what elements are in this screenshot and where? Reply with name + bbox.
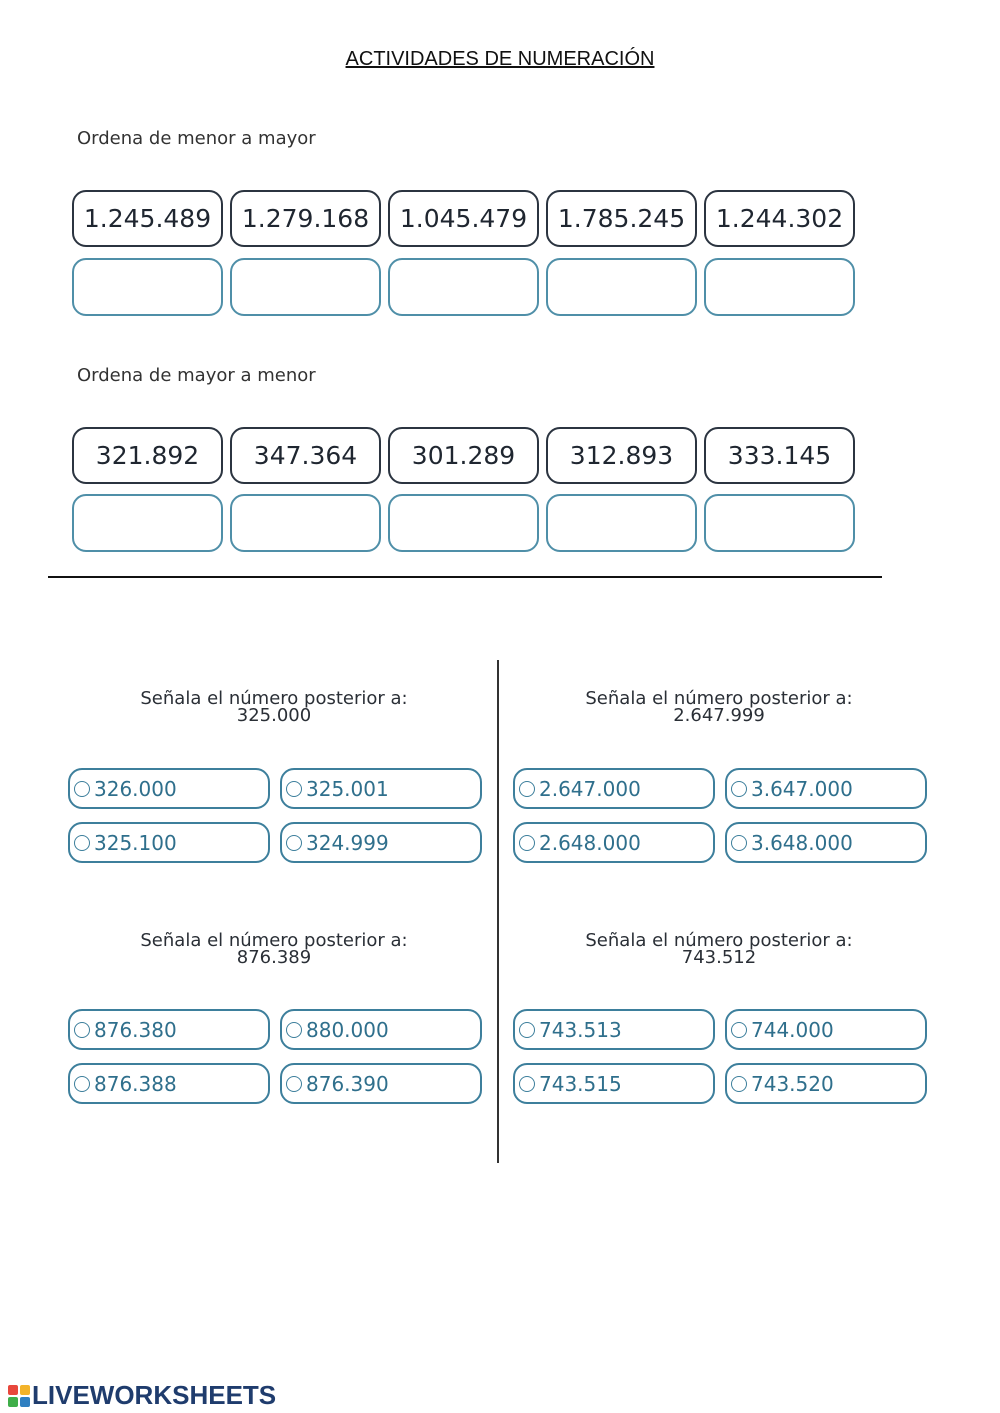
radio-circle-icon [731,1022,747,1038]
question-options [513,768,927,863]
section-divider [48,576,882,578]
option-label: 876.388 [94,1071,177,1096]
section2-number-row [72,427,855,484]
section2-answer-box[interactable] [388,494,539,552]
question-prompt [54,690,494,724]
section2-number: 333.145 [704,427,855,484]
question-number: 325.000 [236,705,312,726]
section1-answer-box[interactable] [704,258,855,316]
logo-block [20,1397,30,1407]
logo-block [20,1385,30,1395]
page-title: ACTIVIDADES DE NUMERACIÓN [345,48,655,70]
question-prompt [499,690,939,724]
section2-answer-box[interactable] [230,494,381,552]
option-label: 3.648.000 [751,830,853,855]
option-label: 876.390 [306,1071,389,1096]
option-label: 743.520 [751,1071,834,1096]
option-button[interactable] [725,1063,927,1104]
option-button[interactable] [68,822,270,863]
option-button[interactable] [280,822,482,863]
liveworksheets-logo [8,1380,276,1411]
option-button[interactable] [513,1063,715,1104]
radio-circle-icon [519,1022,535,1038]
option-label: 743.513 [539,1017,622,1042]
section1-number: 1.045.479 [388,190,539,247]
column-divider [497,660,499,1163]
section1-number: 1.244.302 [704,190,855,247]
question-text: Señala el número posterior a: [585,688,853,709]
option-button[interactable] [68,1009,270,1050]
section1-number-row [72,190,855,247]
section2-answer-box[interactable] [546,494,697,552]
section1-answer-row [72,258,855,316]
radio-circle-icon [519,1076,535,1092]
radio-circle-icon [519,835,535,851]
question-options [68,1009,482,1104]
radio-circle-icon [731,835,747,851]
question-number: 876.389 [236,947,312,968]
option-label: 876.380 [94,1017,177,1042]
section1-heading: Ordena de menor a mayor [77,128,316,149]
option-button[interactable] [280,1063,482,1104]
option-button[interactable] [280,1009,482,1050]
option-label: 325.100 [94,830,177,855]
option-button[interactable] [725,1009,927,1050]
radio-circle-icon [74,781,90,797]
section1-number: 1.245.489 [72,190,223,247]
section1-answer-box[interactable] [546,258,697,316]
logo-block [8,1385,18,1395]
section1-number: 1.785.245 [546,190,697,247]
question-number: 743.512 [681,947,757,968]
option-label: 326.000 [94,776,177,801]
radio-circle-icon [286,1022,302,1038]
radio-circle-icon [286,835,302,851]
radio-circle-icon [74,835,90,851]
option-button[interactable] [513,822,715,863]
section2-number: 301.289 [388,427,539,484]
section2-number: 312.893 [546,427,697,484]
section1-number: 1.279.168 [230,190,381,247]
option-button[interactable] [68,768,270,809]
section2-answer-box[interactable] [72,494,223,552]
section1-answer-box[interactable] [388,258,539,316]
radio-circle-icon [731,781,747,797]
question-prompt [499,932,939,966]
logo-blocks-icon [8,1385,30,1407]
option-button[interactable] [725,822,927,863]
option-label: 743.515 [539,1071,622,1096]
section1-answer-box[interactable] [230,258,381,316]
logo-block [8,1397,18,1407]
question-options [513,1009,927,1104]
question-text: Señala el número posterior a: [140,688,408,709]
question-text: Señala el número posterior a: [585,930,853,951]
option-button[interactable] [725,768,927,809]
question-number: 2.647.999 [673,705,765,726]
option-button[interactable] [68,1063,270,1104]
radio-circle-icon [519,781,535,797]
option-label: 3.647.000 [751,776,853,801]
radio-circle-icon [286,1076,302,1092]
option-button[interactable] [280,768,482,809]
option-label: 744.000 [751,1017,834,1042]
radio-circle-icon [286,781,302,797]
radio-circle-icon [74,1076,90,1092]
logo-text: LIVEWORKSHEETS [32,1380,277,1410]
option-label: 325.001 [306,776,389,801]
section2-number: 347.364 [230,427,381,484]
radio-circle-icon [74,1022,90,1038]
option-label: 880.000 [306,1017,389,1042]
option-label: 324.999 [306,830,389,855]
option-button[interactable] [513,768,715,809]
section2-heading: Ordena de mayor a menor [77,365,316,386]
question-options [68,768,482,863]
radio-circle-icon [731,1076,747,1092]
section2-answer-row [72,494,855,552]
option-label: 2.648.000 [539,830,641,855]
section2-answer-box[interactable] [704,494,855,552]
option-button[interactable] [513,1009,715,1050]
question-prompt [54,932,494,966]
section1-answer-box[interactable] [72,258,223,316]
question-text: Señala el número posterior a: [140,930,408,951]
option-label: 2.647.000 [539,776,641,801]
section2-number: 321.892 [72,427,223,484]
